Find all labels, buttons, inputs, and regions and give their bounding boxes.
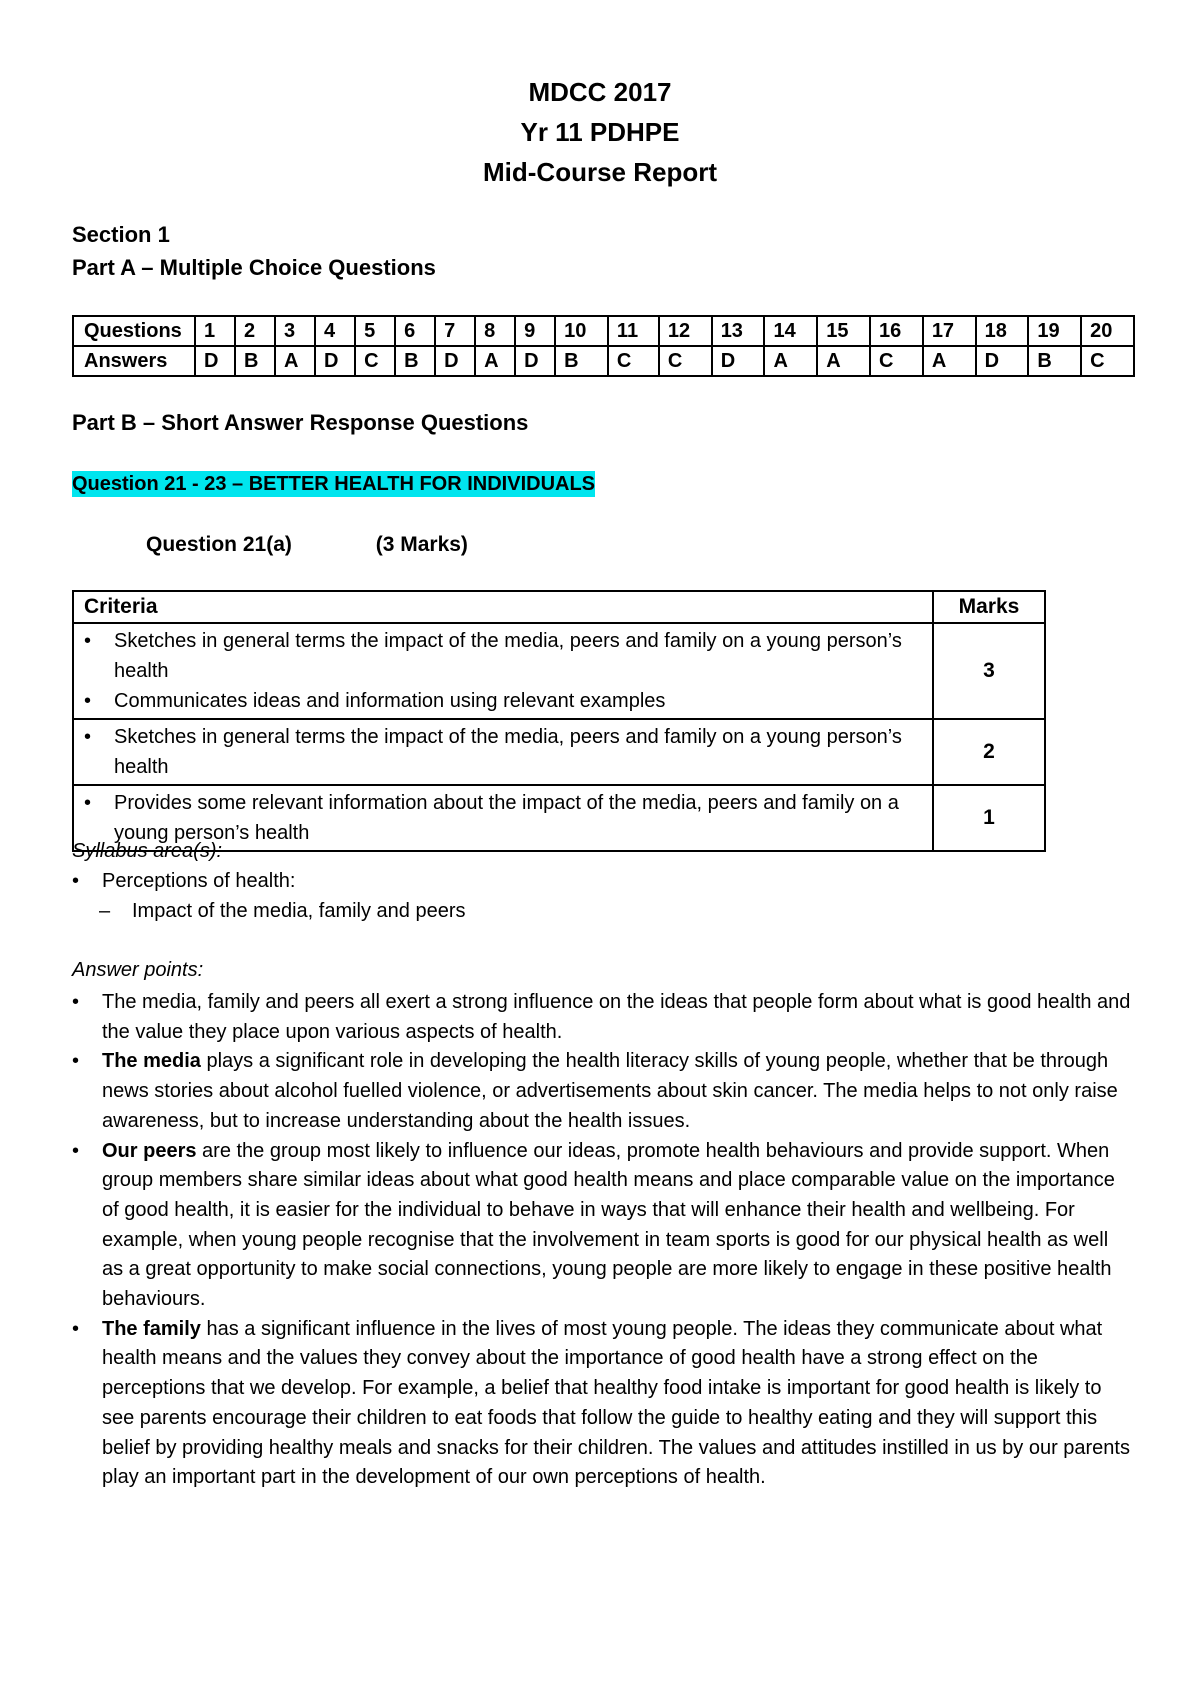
mark-value: 2 xyxy=(933,719,1045,785)
criteria-cell xyxy=(73,719,933,785)
criteria-item-text: Provides some relevant information about the impact of the media, peers and family on a young person’s health xyxy=(114,792,899,844)
question-number: 19 xyxy=(1028,316,1081,346)
criteria-item xyxy=(84,626,924,686)
question-number: 11 xyxy=(608,316,659,346)
part-b-heading: Part B – Short Answer Response Questions xyxy=(72,410,529,435)
syllabus-subpoint-text: Impact of the media, family and peers xyxy=(132,900,466,922)
question-number: 4 xyxy=(315,316,355,346)
question-group-heading xyxy=(72,473,595,496)
answer-letter: A xyxy=(764,346,817,376)
syllabus-subpoint xyxy=(72,896,1132,926)
answer-point-text: plays a significant role in developing the health literacy skills of young people, whether that be through news stories about alcohol fuelled violence, or advertisements about skin cancer. The media helps to not only raise awareness, but to increase understanding about the health issues. xyxy=(102,1050,1118,1132)
document-title xyxy=(0,72,1200,192)
bullet-icon: • xyxy=(72,1139,80,1162)
title-line-school: MDCC 2017 xyxy=(528,77,672,107)
answer-point xyxy=(72,1047,1132,1136)
answer-letter: A xyxy=(275,346,315,376)
answer-letter: C xyxy=(355,346,395,376)
bullet-icon: • xyxy=(72,991,80,1013)
mark-value: 3 xyxy=(933,623,1045,719)
section-heading: Section 1 xyxy=(72,222,170,247)
answer-point xyxy=(72,988,1132,1047)
question-number: 17 xyxy=(923,316,976,346)
syllabus-point xyxy=(72,866,1132,896)
mark-value: 1 xyxy=(933,785,1045,851)
answer-letter: D xyxy=(976,346,1029,376)
criteria-header: Criteria xyxy=(73,591,933,623)
question-number: 13 xyxy=(712,316,765,346)
answer-letter: B xyxy=(555,346,608,376)
bullet-icon: • xyxy=(84,690,92,712)
answers-label: Answers xyxy=(73,346,195,376)
dash-icon: – xyxy=(99,900,111,922)
answer-letter: C xyxy=(608,346,659,376)
answer-point xyxy=(72,1137,1132,1315)
criteria-list xyxy=(84,626,924,716)
highlighted-heading-text: Question 21 - 23 – BETTER HEALTH FOR INDIVIDUALS xyxy=(72,473,596,495)
answer-letter: D xyxy=(515,346,555,376)
question-number: 3 xyxy=(275,316,315,346)
question-number: 2 xyxy=(235,316,275,346)
question-21a-heading xyxy=(146,533,468,557)
answer-letter: A xyxy=(475,346,515,376)
syllabus-point-text: Perceptions of health: xyxy=(102,870,296,892)
part-a-heading: Part A – Multiple Choice Questions xyxy=(72,255,436,280)
criteria-item xyxy=(84,722,924,782)
question-21a-label: Question 21(a) xyxy=(146,533,292,556)
answer-letter: A xyxy=(923,346,976,376)
bullet-icon: • xyxy=(84,630,92,652)
answer-point-text: The media, family and peers all exert a strong influence on the ideas that people form about what is good health and the value they place upon various aspects of health. xyxy=(102,991,1131,1043)
answer-letter: D xyxy=(315,346,355,376)
question-number: 16 xyxy=(870,316,923,346)
question-number: 20 xyxy=(1081,316,1134,346)
criteria-row xyxy=(73,719,1045,785)
answer-letter: D xyxy=(195,346,235,376)
criteria-item-text: Sketches in general terms the impact of the media, peers and family on a young person’s health xyxy=(114,726,902,778)
question-number: 7 xyxy=(435,316,475,346)
answer-points-heading: Answer points: xyxy=(72,959,204,981)
criteria-table xyxy=(72,590,1046,852)
bullet-icon: • xyxy=(84,726,92,748)
question-number: 10 xyxy=(555,316,608,346)
question-number: 8 xyxy=(475,316,515,346)
answer-letter: A xyxy=(817,346,870,376)
answer-letter: D xyxy=(435,346,475,376)
answers-row xyxy=(73,346,1134,376)
question-number: 9 xyxy=(515,316,555,346)
criteria-list xyxy=(84,722,924,782)
bullet-icon: • xyxy=(72,870,80,892)
multiple-choice-table xyxy=(72,315,1135,377)
marks-header: Marks xyxy=(933,591,1045,623)
question-number: 6 xyxy=(395,316,435,346)
answer-point-text: are the group most likely to influence our ideas, promote health behaviours and provide support. When group members share similar ideas about what good health means and place comparable value on the importance of good health, it is easier for the individual to behave in ways that will enhance their health and wellbeing. For example, when young people recognise that the involvement in team sports is good for our physical health as well as a great opportunity to make social connections, young people are more likely to engage in these positive health behaviours. xyxy=(102,1139,1115,1311)
criteria-item-text: Sketches in general terms the impact of the media, peers and family on a young person’s health xyxy=(114,630,902,682)
answer-letter: B xyxy=(1028,346,1081,376)
answer-point xyxy=(72,1315,1132,1493)
bullet-icon: • xyxy=(72,1050,80,1073)
questions-label: Questions xyxy=(73,316,195,346)
answer-letter: C xyxy=(870,346,923,376)
bullet-icon: • xyxy=(84,792,92,814)
bullet-icon: • xyxy=(72,1317,80,1340)
question-number: 14 xyxy=(764,316,817,346)
criteria-item xyxy=(84,686,924,716)
answer-letter: D xyxy=(712,346,765,376)
title-line-subject: Yr 11 PDHPE xyxy=(520,117,680,147)
syllabus-area xyxy=(72,836,1132,926)
questions-row xyxy=(73,316,1134,346)
answer-point-text: has a significant influence in the lives of most young people. The ideas they communicate about what health means and the values they convey about the importance of good health have a strong effect on the perceptions that we develop. For example, a belief that healthy food intake is important for good health is likely to see parents encourage their children to eat foods that follow the guide to healthy eating and they will support this belief by providing healthy meals and snacks for their children. The values and attitudes instilled in us by our parents play an important part in the development of our own perceptions of health. xyxy=(102,1317,1130,1489)
question-number: 1 xyxy=(195,316,235,346)
question-number: 12 xyxy=(659,316,712,346)
syllabus-heading: Syllabus area(s): xyxy=(72,840,223,862)
criteria-header-row xyxy=(73,591,1045,623)
question-21a-marks: (3 Marks) xyxy=(375,533,468,556)
title-line-report: Mid-Course Report xyxy=(483,157,717,187)
answer-point-keyword: Our peers xyxy=(102,1139,197,1162)
answer-letter: B xyxy=(395,346,435,376)
question-number: 15 xyxy=(817,316,870,346)
answer-point-keyword: The media xyxy=(102,1050,201,1073)
question-number: 18 xyxy=(976,316,1029,346)
answer-point-keyword: The family xyxy=(102,1317,201,1340)
answer-letter: B xyxy=(235,346,275,376)
answer-letter: C xyxy=(1081,346,1134,376)
criteria-row xyxy=(73,623,1045,719)
question-number: 5 xyxy=(355,316,395,346)
answer-letter: C xyxy=(659,346,712,376)
criteria-item-text: Communicates ideas and information using relevant examples xyxy=(114,690,666,712)
answer-points xyxy=(72,955,1132,1493)
criteria-cell xyxy=(73,623,933,719)
